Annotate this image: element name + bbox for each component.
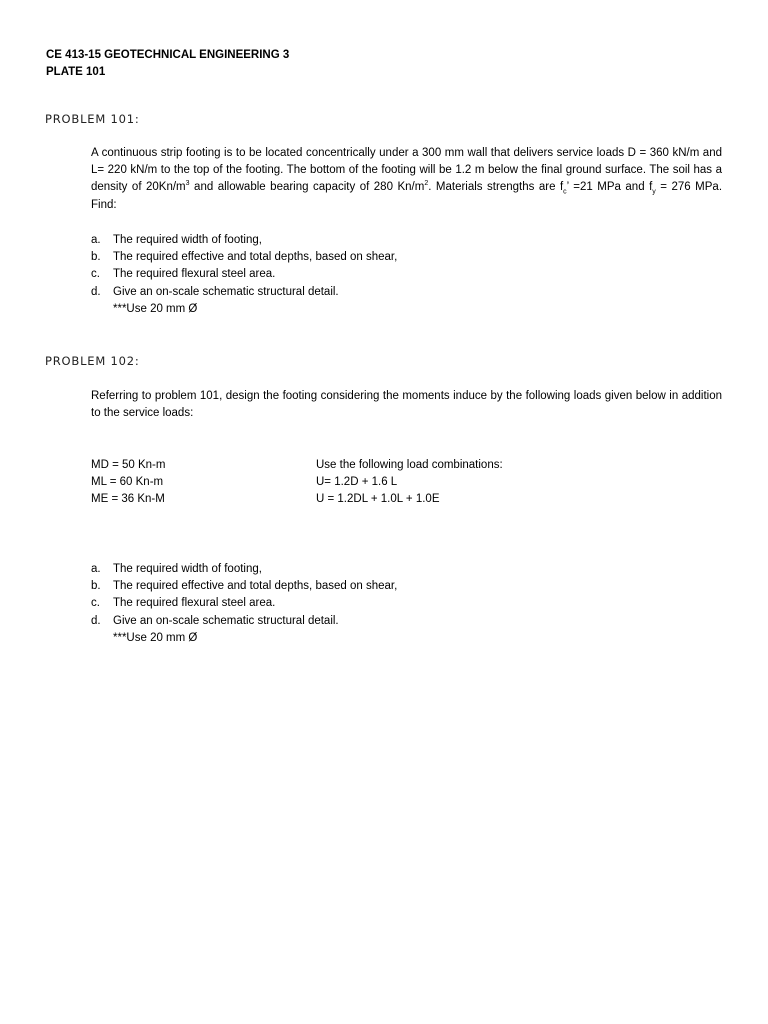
list-text: The required flexural steel area. bbox=[113, 597, 276, 610]
bar-size-note: ***Use 20 mm Ø bbox=[113, 302, 198, 315]
statement-text-2: and allowable bearing capacity of 280 Kn/m bbox=[189, 181, 425, 194]
list-letter: c. bbox=[91, 597, 100, 610]
list-item bbox=[91, 578, 722, 595]
fy-subscript: y bbox=[652, 188, 656, 196]
problem-102-title: PROBLEM 102: bbox=[45, 354, 140, 368]
pressure-unit-exponent: 2 bbox=[424, 180, 429, 188]
statement-text-1: A continuous strip footing is to be located concentrically under a 300 mm wall that delivers service loads D = 360 kN/m and L= 220 kN/m to the top of the footing. The bottom of the footing will be 1.2 m below the final ground surface. The soil has a density of 20Kn/m bbox=[91, 147, 722, 194]
moment-live: ML = 60 Kn-m bbox=[91, 476, 164, 488]
statement-text-5: = 276 MPa. Find: bbox=[91, 181, 723, 211]
problem-101-tasks bbox=[91, 232, 722, 318]
fc-subscript: c bbox=[563, 188, 567, 196]
combination-2: U = 1.2DL + 1.0L + 1.0E bbox=[316, 493, 440, 505]
list-letter: b. bbox=[91, 251, 101, 264]
list-item bbox=[91, 284, 722, 301]
list-letter: c. bbox=[91, 268, 100, 281]
list-text: Give an on-scale schematic structural detail. bbox=[113, 614, 339, 627]
bar-size-note: ***Use 20 mm Ø bbox=[113, 631, 198, 644]
list-text: The required flexural steel area. bbox=[113, 268, 276, 281]
list-text: Give an on-scale schematic structural detail. bbox=[113, 285, 339, 298]
combinations-heading: Use the following load combinations: bbox=[316, 459, 503, 471]
list-text: The required effective and total depths, based on shear, bbox=[113, 580, 398, 593]
problem-102-tasks bbox=[91, 561, 722, 647]
density-unit-exponent: 3 bbox=[185, 180, 190, 188]
list-item bbox=[91, 249, 722, 266]
list-text: The required width of footing, bbox=[113, 563, 262, 575]
problem-102-statement: Referring to problem 101, design the footing considering the moments induce by the following loads given below in addition to the service loads: bbox=[91, 390, 722, 420]
document-header bbox=[46, 47, 289, 81]
plate-number: PLATE 101 bbox=[46, 66, 106, 78]
list-text: The required effective and total depths, based on shear, bbox=[113, 251, 398, 264]
list-letter: d. bbox=[91, 285, 101, 298]
problem-101-statement bbox=[91, 145, 722, 214]
list-item bbox=[91, 595, 722, 612]
moment-loads bbox=[91, 457, 165, 508]
moment-earthquake: ME = 36 Kn-M bbox=[91, 493, 165, 505]
list-item bbox=[91, 613, 722, 630]
list-text: The required width of footing, bbox=[113, 234, 262, 246]
statement-text-3: . Materials strengths are f bbox=[428, 181, 564, 194]
load-combinations bbox=[316, 457, 503, 508]
problem-101-title: PROBLEM 101: bbox=[45, 112, 140, 126]
statement-text-4: ’ =21 MPa and f bbox=[566, 181, 653, 194]
list-letter: d. bbox=[91, 614, 101, 627]
list-item bbox=[91, 561, 722, 578]
list-item bbox=[91, 266, 722, 283]
combination-1: U= 1.2D + 1.6 L bbox=[316, 476, 398, 488]
list-letter: b. bbox=[91, 580, 101, 593]
list-item bbox=[91, 232, 722, 249]
list-letter: a. bbox=[91, 563, 101, 575]
course-title: CE 413-15 GEOTECHNICAL ENGINEERING 3 bbox=[46, 49, 290, 61]
list-letter: a. bbox=[91, 234, 101, 246]
moment-dead: MD = 50 Kn-m bbox=[91, 459, 166, 471]
